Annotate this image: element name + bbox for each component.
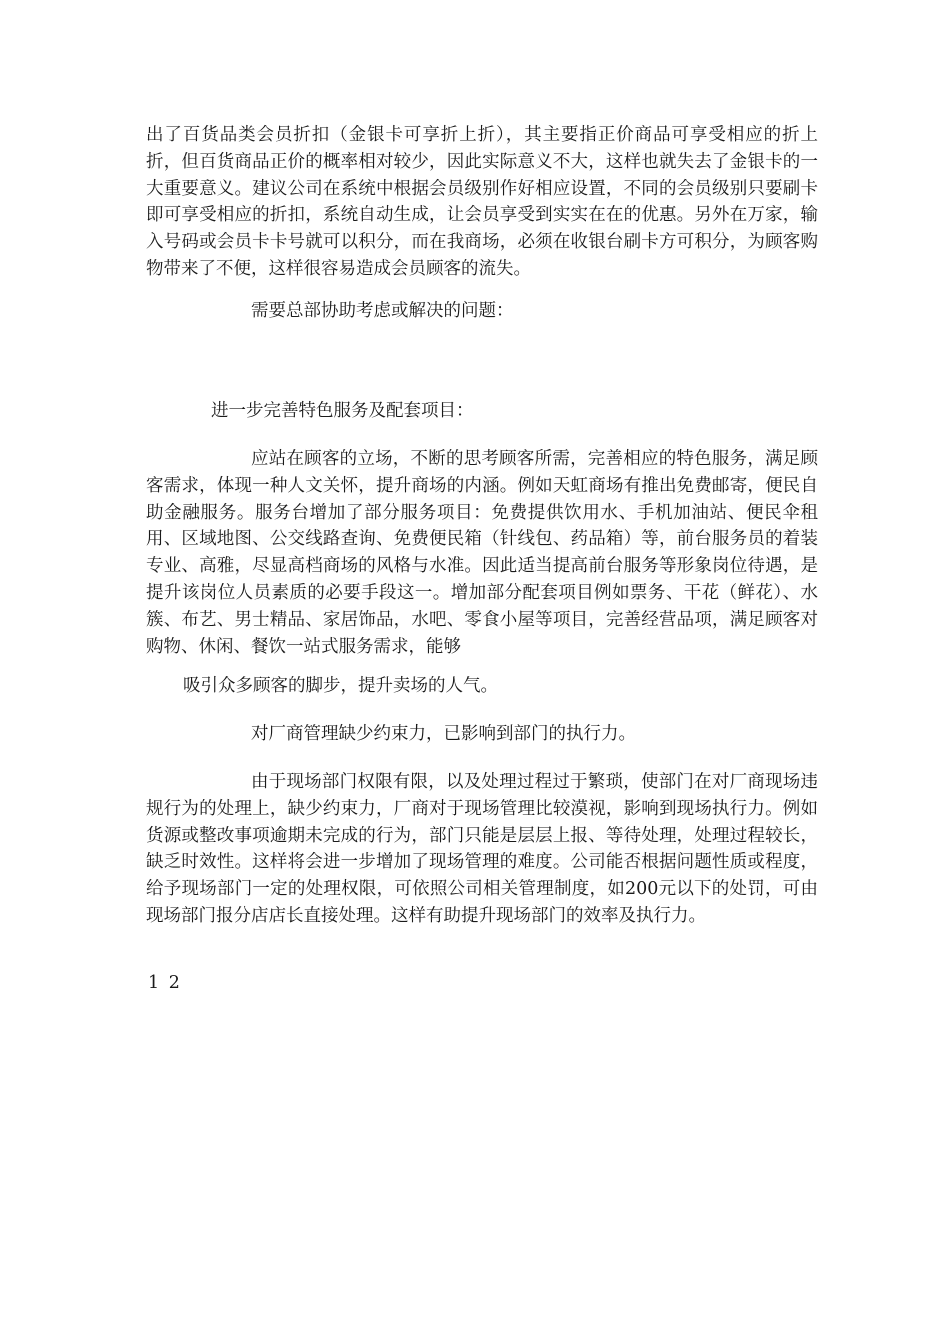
paragraph-special-services: 应站在顾客的立场，不断的思考顾客所需，完善相应的特色服务，满足顾客需求，体现一种人文关怀，提升商场的内涵。例如天虹商场有推出免费邮寄，便民自助金融服务。服务台增加了部分服务项目：免费提供饮用水、手机加油站、便民伞租用、区域地图、公交线路查询、免费便民箱（针线包、药品箱）等，前台服务员的着装专业、高雅，尽显高档商场的风格与水准。因此适当提高前台服务等形象岗位待遇，是提升该岗位人员素质的必要手段这一。增加部分配套项目例如票务、干花（鲜花）、水簇、布艺、男士精品、家居饰品，水吧、零食小屋等项目，完善经营品项，满足顾客对购物、休闲、餐饮一站式服务需求，能够 — [146, 449, 818, 657]
heading-special-services: 进一步完善特色服务及配套项目： — [211, 401, 474, 421]
heading-vendor-management: 对厂商管理缺少约束力，已影响到部门的执行力。 — [251, 724, 636, 744]
paragraph-attract-customers: 吸引众多顾客的脚步，提升卖场的人气。 — [183, 676, 498, 696]
page-numbers: 1 2 — [148, 973, 182, 993]
heading-headquarters-issues: 需要总部协助考虑或解决的问题： — [251, 301, 514, 321]
paragraph-membership-discount: 出了百货品类会员折扣（金银卡可享折上折），其主要指正价商品可享受相应的折上折，但百货商品正价的概率相对较少，因此实际意义不大，这样也就失去了金银卡的一大重要意义。建议公司在系统中根据会员级别作好相应设置，不同的会员级别只要刷卡即可享受相应的折扣，系统自动生成，让会员享受到实实在在的优惠。另外在万家，输入号码或会员卡卡号就可以积分，而在我商场，必须在收银台刷卡方可积分，为顾客购物带来了不便，这样很容易造成会员顾客的流失。 — [146, 125, 818, 279]
paragraph-vendor-management: 由于现场部门权限有限，以及处理过程过于繁琐，使部门在对厂商现场违规行为的处理上，缺少约束力，厂商对于现场管理比较漠视，影响到现场执行力。例如货源或整改事项逾期未完成的行为，部门只能是层层上报、等待处理，处理过程较长，缺乏时效性。这样将会进一步增加了现场管理的难度。公司能否根据问题性质或程度，给予现场部门一定的处理权限，可依照公司相关管理制度，如200元以下的处罚，可由现场部门报分店店长直接处理。这样有助提升现场部门的效率及执行力。 — [146, 772, 818, 926]
